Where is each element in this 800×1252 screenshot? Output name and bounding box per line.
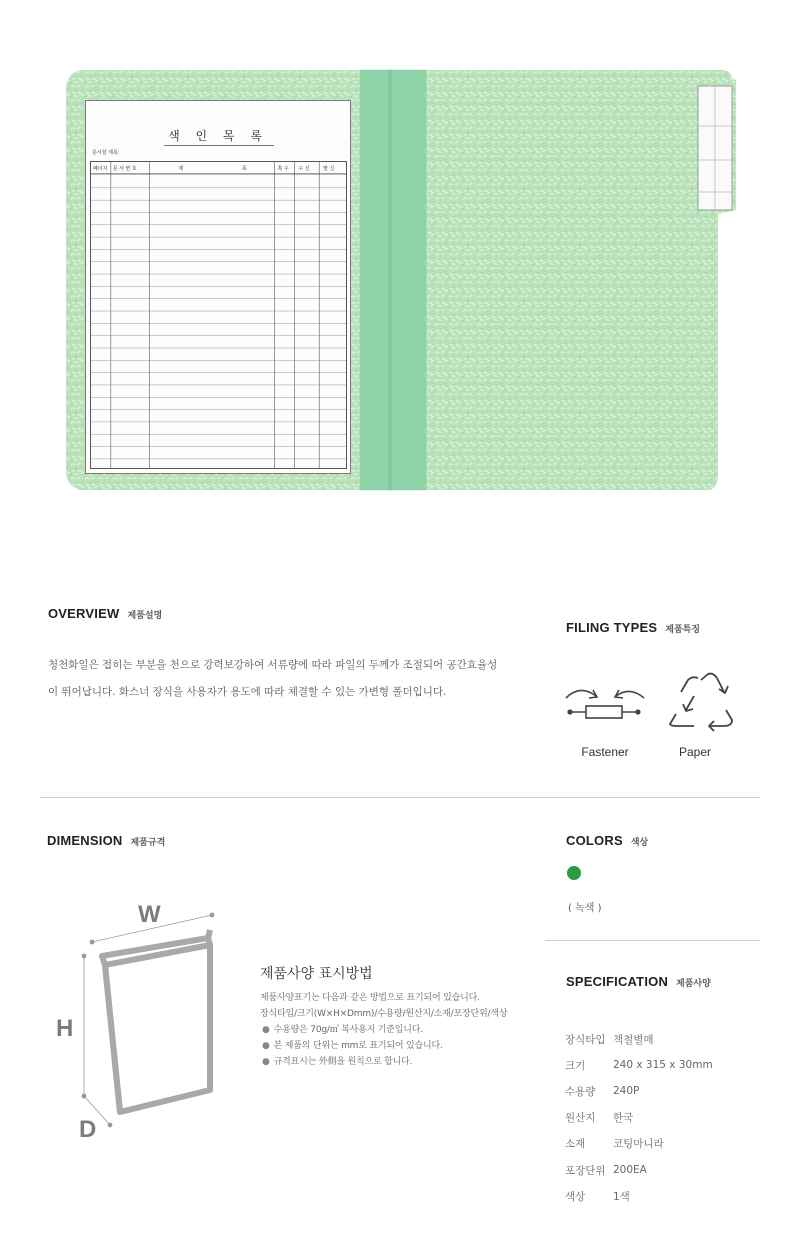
spec-value: 책철별매: [613, 1033, 654, 1046]
filing-types-heading: [566, 620, 700, 635]
index-col-pages: 쪽 수: [277, 165, 289, 172]
spec-value: 240P: [613, 1085, 640, 1098]
spec-row: [565, 1183, 713, 1209]
dimension-subtitle: 제품규격: [130, 838, 166, 848]
filing-types-subtitle: 제품특징: [665, 625, 701, 635]
filing-types-title: FILING TYPES: [566, 620, 658, 635]
spec-value: 1색: [613, 1190, 630, 1203]
overview-heading: [48, 606, 162, 621]
bullet-icon: ●: [262, 1025, 270, 1035]
index-col-from: 발 신: [323, 165, 335, 172]
colors-title: COLORS: [566, 833, 623, 848]
spec-note-text: 본 제품의 단위는 mm로 표기되어 있습니다.: [273, 1041, 443, 1051]
index-sheet-subtitle: 문서철 제목:: [92, 150, 120, 156]
index-sheet: [85, 100, 351, 474]
spec-key: 색상: [565, 1190, 586, 1203]
specification-subtitle: 제품사양: [676, 979, 711, 989]
spec-row: [565, 1026, 713, 1052]
overview-line: 이 뛰어납니다. 화스너 장식을 사용자가 용도에 따라 체결할 수 있는 가변형 폴더입니다.: [48, 686, 447, 698]
fastener-icon: [566, 690, 644, 718]
bullet-icon: ●: [262, 1041, 270, 1051]
spec-note: [260, 1054, 507, 1070]
specification-heading: [566, 974, 711, 989]
folder-product-image: [0, 0, 800, 540]
color-swatch-label: ( 녹색 ): [568, 903, 602, 914]
overview-description: [48, 652, 508, 706]
spec-note-text: 수용량은 70g/㎡ 복사용지 기준입니다.: [273, 1025, 423, 1035]
spec-key: 수용량: [565, 1085, 596, 1098]
binder-dimension-diagram: [40, 890, 240, 1150]
overview-line: 청천화일은 접히는 부분을 천으로 강력보강하여 서류량에 따라 파일의 두께가 조절되어 공간효율성: [48, 659, 498, 671]
colors-subtitle: 색상: [630, 838, 649, 848]
index-col-docno: 문 서 번 호: [112, 165, 137, 172]
index-col-title-a: 제: [178, 165, 184, 172]
colors-heading: [566, 833, 648, 848]
spec-value: 240 x 315 x 30mm: [613, 1059, 713, 1072]
spec-note-text: 규격표시는 外側을 원칙으로 합니다.: [273, 1057, 413, 1067]
spec-value: 코팅마니라: [613, 1138, 664, 1151]
overview-subtitle: 제품설명: [127, 611, 163, 621]
dimension-w-label: W: [138, 901, 161, 928]
index-col-to: 수 신: [298, 165, 310, 172]
index-col-title-b: 목: [241, 165, 247, 172]
filing-paper-label: Paper: [678, 745, 712, 759]
spec-row: [565, 1157, 713, 1183]
spec-key: 크기: [565, 1059, 586, 1072]
index-sheet-title: 색 인 목 록: [168, 129, 268, 143]
dimension-d-label: D: [79, 1116, 97, 1143]
spec-notation-description: [260, 990, 507, 1070]
specification-list: [565, 1026, 713, 1209]
spec-key: 소재: [565, 1138, 586, 1151]
section-divider: [40, 797, 760, 798]
spec-value: 200EA: [613, 1164, 647, 1177]
spec-notation-format: 장식타입/크기(W×H×Dmm)/수용량/원산지/소재/포장단위/색상: [260, 1009, 508, 1019]
index-title-underline: [164, 145, 274, 146]
index-col-page: 페이지: [92, 165, 108, 172]
spec-row: [565, 1105, 713, 1131]
dimension-title: DIMENSION: [47, 833, 123, 848]
dimension-heading: [47, 833, 165, 848]
color-swatch-green: [567, 866, 581, 880]
colors-divider: [545, 940, 760, 941]
spec-notation-line: 제품사양표기는 다음과 같은 방법으로 표기되어 있습니다.: [260, 993, 480, 1003]
spec-key: 포장단위: [565, 1164, 606, 1177]
spec-key: 원산지: [565, 1112, 596, 1125]
spec-row: [565, 1078, 713, 1104]
spec-note: [260, 1038, 507, 1054]
spec-value: 한국: [613, 1112, 634, 1125]
filing-fastener-label: Fastener: [581, 745, 629, 759]
dimension-h-label: H: [56, 1015, 74, 1042]
spec-key: 장식타입: [565, 1033, 606, 1046]
specification-title: SPECIFICATION: [566, 974, 669, 989]
folder-spine: [360, 70, 426, 490]
spec-row: [565, 1052, 713, 1078]
spec-note: [260, 1022, 507, 1038]
bullet-icon: ●: [262, 1057, 270, 1067]
spec-row: [565, 1131, 713, 1157]
recycle-icon: [670, 674, 732, 731]
overview-title: OVERVIEW: [48, 606, 120, 621]
spec-notation-title: 제품사양 표시방법: [260, 966, 373, 982]
index-table: [90, 161, 347, 469]
